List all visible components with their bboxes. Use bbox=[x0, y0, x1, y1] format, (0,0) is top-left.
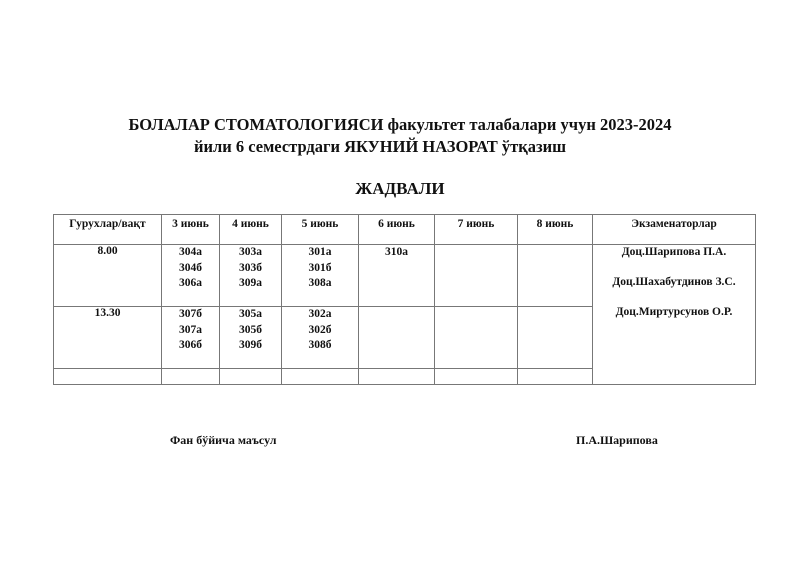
group-code: 303а bbox=[239, 246, 262, 258]
schedule-cell bbox=[162, 307, 220, 369]
group-code: 304б bbox=[179, 261, 202, 274]
column-header: 6 июнь bbox=[359, 215, 435, 245]
group-code: 302а bbox=[308, 308, 332, 320]
group-code: 302б bbox=[308, 323, 332, 336]
group-code: 303б bbox=[239, 261, 262, 274]
column-header: Гурухлар/вақт bbox=[54, 215, 162, 245]
responsible-name: П.А.Шарипова bbox=[576, 433, 658, 447]
group-code: 308б bbox=[308, 339, 332, 351]
schedule-body bbox=[54, 215, 756, 385]
empty-cell bbox=[162, 369, 220, 385]
schedule-cell bbox=[282, 245, 359, 307]
empty-cell bbox=[518, 369, 593, 385]
group-code: 307а bbox=[179, 323, 202, 336]
schedule-cell bbox=[162, 245, 220, 307]
schedule-cell bbox=[359, 245, 435, 307]
empty-cell bbox=[54, 369, 162, 385]
group-code: 305а bbox=[239, 308, 262, 320]
schedule-cell bbox=[359, 307, 435, 369]
group-code: 304а bbox=[179, 246, 202, 258]
column-header: 5 июнь bbox=[282, 215, 359, 245]
title-line-2: йили 6 семестрдаги ЯКУНИЙ НАЗОРАТ ўтқазиш bbox=[193, 137, 567, 156]
schedule-cell bbox=[435, 307, 518, 369]
column-header: 7 июнь bbox=[435, 215, 518, 245]
empty-cell bbox=[435, 369, 518, 385]
schedule-cell bbox=[220, 245, 282, 307]
group-code: 310а bbox=[385, 246, 408, 258]
column-header: 3 июнь bbox=[162, 215, 220, 245]
schedule-cell bbox=[282, 307, 359, 369]
schedule-cell bbox=[220, 307, 282, 369]
group-code: 306б bbox=[179, 339, 202, 351]
examiner-name: Доц.Миртурсунов О.Р. bbox=[615, 306, 733, 318]
examiner-name: Доц.Шарипова П.А. bbox=[621, 246, 727, 258]
time-cell: 13.30 bbox=[54, 307, 162, 369]
column-header: Экзаменаторлар bbox=[593, 215, 756, 245]
time-cell: 8.00 bbox=[54, 245, 162, 307]
table-row bbox=[54, 245, 756, 307]
group-code: 309б bbox=[239, 339, 262, 351]
group-code: 301б bbox=[308, 261, 332, 274]
group-code: 306а bbox=[179, 277, 202, 289]
column-header: 4 июнь bbox=[220, 215, 282, 245]
header-row bbox=[54, 215, 756, 245]
schedule-table bbox=[53, 214, 756, 385]
examiner-name: Доц.Шахабутдинов З.С. bbox=[612, 276, 736, 288]
title-line-3: ЖАДВАЛИ bbox=[355, 179, 445, 198]
empty-cell bbox=[220, 369, 282, 385]
group-code: 301а bbox=[308, 246, 332, 258]
group-code: 309а bbox=[239, 277, 262, 289]
empty-cell bbox=[359, 369, 435, 385]
column-header: 8 июнь bbox=[518, 215, 593, 245]
responsible-label: Фан бўйича маъсул bbox=[170, 433, 277, 447]
schedule-cell bbox=[518, 245, 593, 307]
schedule-cell bbox=[518, 307, 593, 369]
group-code: 307б bbox=[179, 308, 202, 320]
group-code: 305б bbox=[239, 323, 262, 336]
empty-cell bbox=[282, 369, 359, 385]
schedule-cell bbox=[435, 245, 518, 307]
group-code: 308а bbox=[308, 277, 332, 289]
examiners-cell bbox=[593, 245, 756, 385]
title-line-1: БОЛАЛАР СТОМАТОЛОГИЯСИ факультет талабалари учун 2023-2024 bbox=[128, 115, 672, 134]
